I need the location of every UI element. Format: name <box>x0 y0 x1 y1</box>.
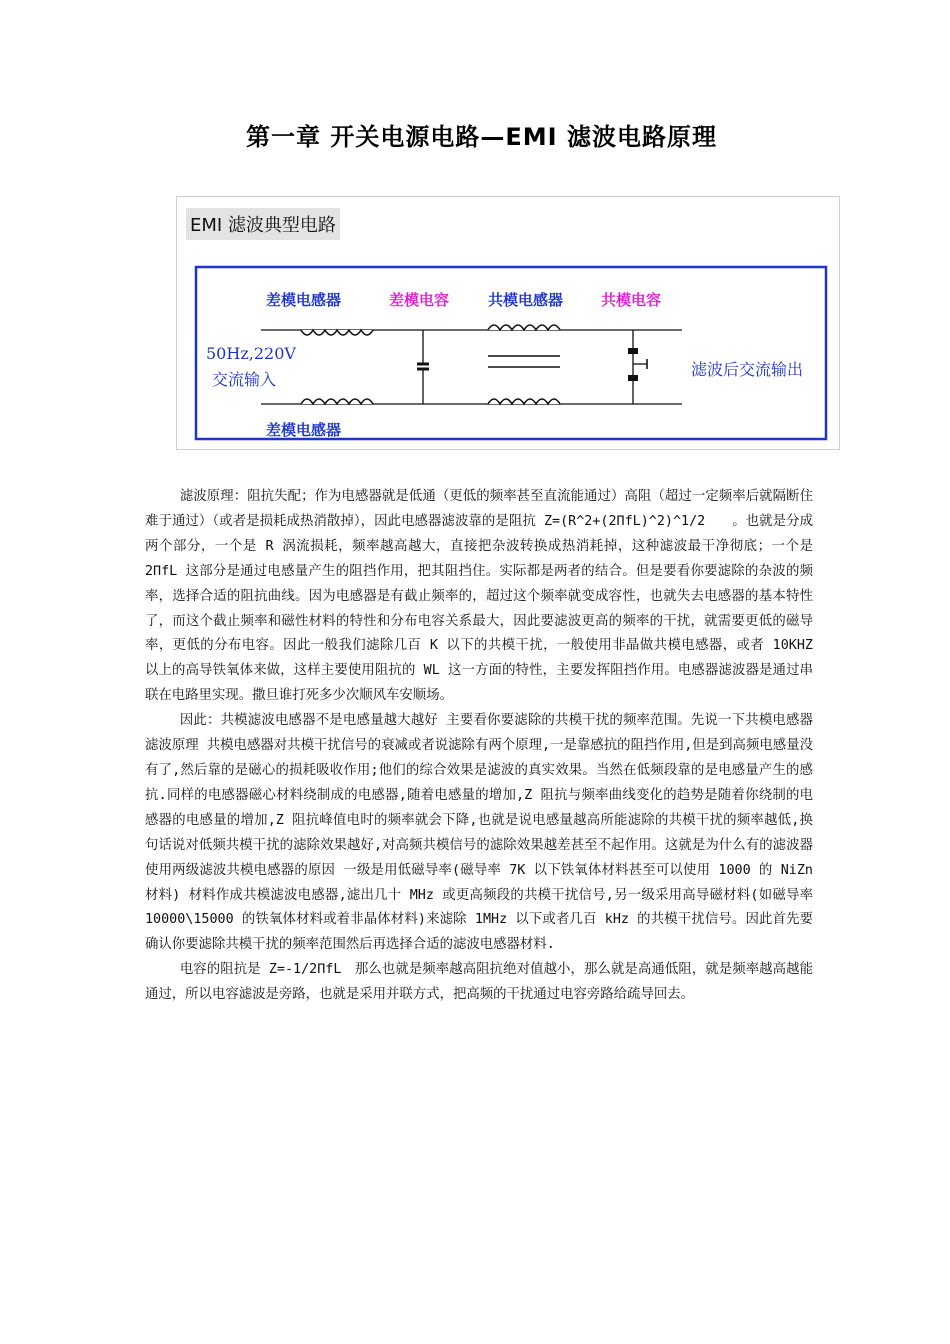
body-text <box>145 485 813 1008</box>
figure-title: EMI 滤波典型电路 <box>186 208 340 240</box>
cm-capacitor-plate-1 <box>628 348 638 354</box>
label-input-spec: 50Hz,220V <box>206 344 296 363</box>
label-cm-inductor: 共模电感器 <box>488 291 564 309</box>
cm-inductor-top-coil <box>488 325 560 330</box>
label-filtered-output: 滤波后交流输出 <box>691 360 804 379</box>
emi-filter-figure <box>176 196 840 450</box>
paragraph-common-mode: 因此：共模滤波电感器不是电感量越大越好 主要看你要滤除的共模干扰的频率范围。先说一下共模电感器滤波原理 共模电感器对共模干扰信号的衰减或者说滤除有两个原理,一是靠感抗的阻挡作用,但是到高频电感量没有了,然后靠的是磁心的损耗吸收作用;他们的综合效果是滤波的真实效果。当然在低频段靠的是电感量产生的感抗.同样的电感器磁心材料绕制成的电感器,随着电感量的增加,Z 阻抗与频率曲线变化的趋势是随着你绕制的电感器的电感量的增加,Z 阻抗峰值电时的频率就会下降,也就是说电感量越高所能滤除的共模干扰的频率越低,换句话说对低频共模干扰的滤除效果越好,对高频共模信号的滤除效果越差甚至不起作用。这就是为什么有的滤波器使用两级滤波共模电感器的原因 一级是用低磁导率(磁导率 7K 以下铁氧体材料甚至可以使用 1000 的 NiZn 材料) 材料作成共模滤波电感器,滤出几十 MHz 或更高频段的共模干扰信号,另一级采用高导磁材料(如磁导率 10000\15000 的铁氧体材料或着非晶体材料)来滤除 1MHz 以下或者几百 kHz 的共模干扰信号。因此首先要确认你要滤除共模干扰的频率范围然后再选择合适的滤波电感器材料. <box>145 713 813 953</box>
cm-capacitor-plate-2 <box>628 375 638 381</box>
document-title: 第一章 开关电源电路—EMI 滤波电路原理 <box>246 123 717 151</box>
paragraph-capacitor: 电容的阻抗是 Z=-1/2ΠfL 那么也就是频率越高阻抗绝对值越小，那么就是高通低阻，就是频率越高越能通过，所以电容滤波是旁路，也就是采用并联方式，把高频的干扰通过电容旁路给疏导回去。 <box>145 962 813 1003</box>
dm-inductor-bottom-coil <box>301 399 373 404</box>
label-dm-capacitor: 差模电容 <box>389 291 450 309</box>
cm-inductor-bottom-coil <box>488 399 560 404</box>
label-dm-inductor-bottom: 差模电感器 <box>266 421 342 439</box>
label-ac-input: 交流输入 <box>212 370 277 389</box>
dm-inductor-top-coil <box>301 330 373 335</box>
label-cm-capacitor: 共模电容 <box>601 291 662 309</box>
label-dm-inductor-top: 差模电感器 <box>266 291 342 309</box>
paragraph-filter-principle: 滤波原理：阻抗失配；作为电感器就是低通（更低的频率甚至直流能通过）高阻（超过一定频率后就隔断住难于通过）（或者是损耗成热消散掉），因此电感器滤波靠的是阻抗 Z=(R^2+(2ΠfL)^2)^1/2 。也就是分成两个部分，一个是 R 涡流损耗，频率越高越大，直接把杂波转换成热消耗掉，这种滤波最干净彻底；一个是 2ΠfL 这部分是通过电感量产生的阻挡作用，把其阻挡住。实际都是两者的结合。但是要看你要滤除的杂波的频率，选择合适的阻抗曲线。因为电感器是有截止频率的，超过这个频率就变成容性，也就失去电感器的基本特性了，而这个截止频率和磁性材料的特性和分布电容关系最大，因此要滤波更高的频率的干扰，就需要更低的磁导率，更低的分布电容。因此一般我们滤除几百 K 以下的共模干扰，一般使用非晶做共模电感器，或者 10KHZ 以上的高导铁氧体来做，这样主要使用阻抗的 WL 这一方面的特性，主要发挥阻挡作用。电感器滤波器是通过串联在电路里实现。撒旦谁打死多少次顺风车安顺场。 <box>145 489 813 704</box>
